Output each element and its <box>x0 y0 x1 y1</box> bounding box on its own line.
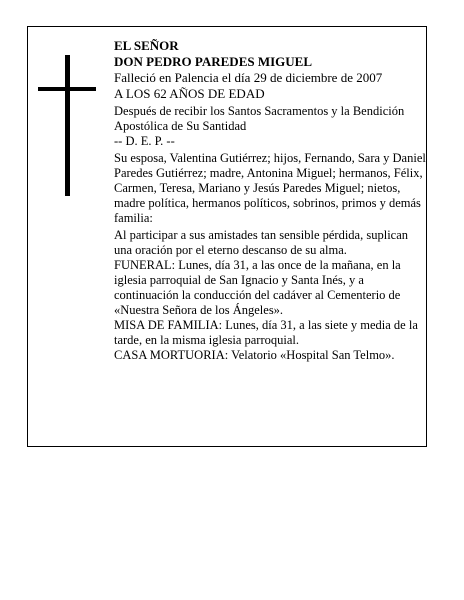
family-paragraph: Su esposa, Valentina Gutiérrez; hijos, Fernando, Sara y Daniel Paredes Gutiérrez; madre, Antonina Miguel; hermanos, Félix, Carmen, Teresa, Mariano y Jesús Paredes Miguel; nietos, madre política, hermanos políticos, sobrinos, primos y demás familia: <box>114 151 426 225</box>
funeral-paragraph: FUNERAL: Lunes, día 31, a las once de la mañana, en la iglesia parroquial de San Ignacio y Santa Inés, y a continuación la conducción del cadáver al Cementerio de «Nuestra Señora de los Ángeles». <box>114 258 401 317</box>
obituary-text <box>114 38 426 363</box>
sacraments-paragraph: Después de recibir los Santos Sacramentos y la Bendición Apostólica de Su Santidad <box>114 104 405 133</box>
title-line: EL SEÑOR <box>114 38 179 53</box>
death-line: Falleció en Palencia el día 29 de diciembre de 2007 <box>114 70 383 85</box>
age-line: A LOS 62 AÑOS DE EDAD <box>114 86 265 101</box>
cross-icon <box>65 55 70 196</box>
house-line: CASA MORTUORIA: Velatorio «Hospital San Telmo». <box>114 348 395 362</box>
mass-paragraph: MISA DE FAMILIA: Lunes, día 31, a las siete y media de la tarde, en la misma iglesia parroquial. <box>114 318 418 347</box>
rip-line: -- D. E. P. -- <box>114 134 175 148</box>
deceased-name: DON PEDRO PAREDES MIGUEL <box>114 54 313 69</box>
request-paragraph: Al participar a sus amistades tan sensible pérdida, suplican una oración por el eterno descanso de su alma. <box>114 228 409 257</box>
cross-icon-arm <box>38 87 96 91</box>
